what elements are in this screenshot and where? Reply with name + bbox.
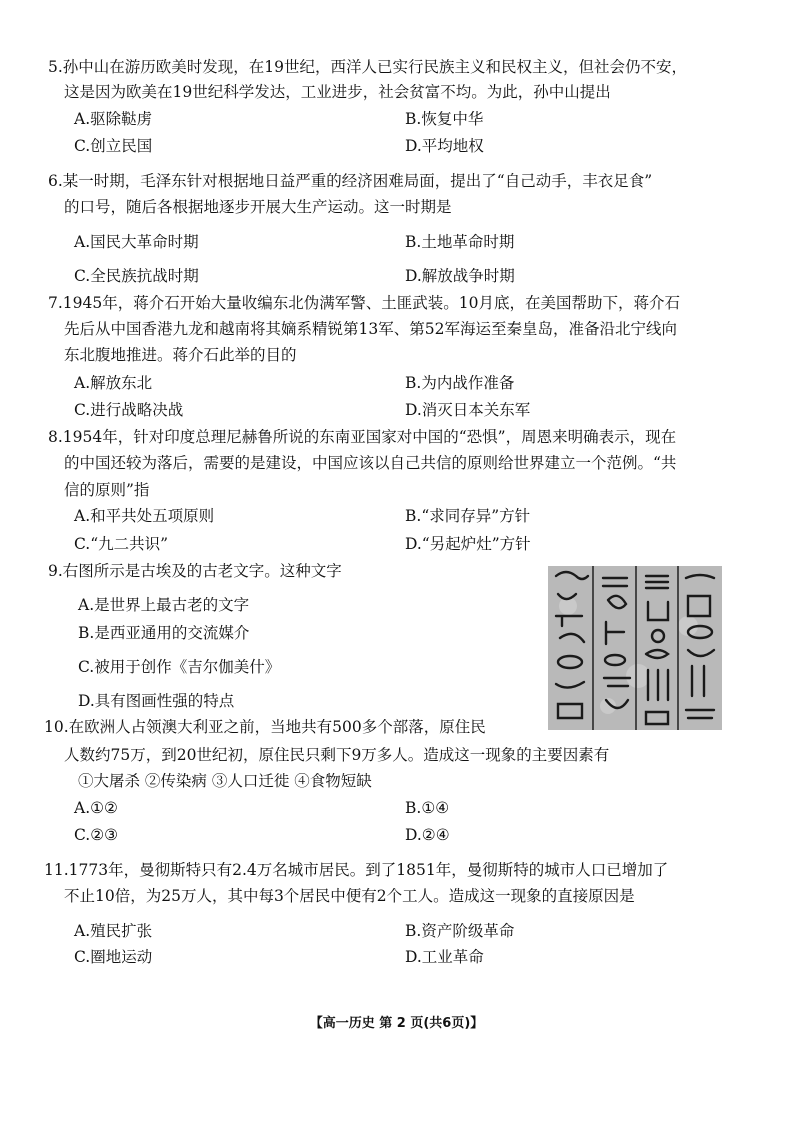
q9-option-c[interactable]: C.被用于创作《吉尔伽美什》	[78, 658, 281, 676]
q8-stem-2: 的中国还较为落后，需要的是建设，中国应该以自己共信的原则给世界建立一个范例。“共	[64, 454, 677, 472]
q8-option-d[interactable]: D.“另起炉灶”方针	[405, 535, 531, 553]
q5-stem-1: 5.孙中山在游历欧美时发现，在19世纪，西洋人已实行民族主义和民权主义，但社会仍不安，	[48, 58, 688, 76]
q10-option-b[interactable]: B.①④	[405, 799, 450, 817]
q8-option-b[interactable]: B.“求同存异”方针	[405, 507, 531, 525]
q7-option-b[interactable]: B.为内战作准备	[405, 374, 515, 392]
q10-option-d[interactable]: D.②④	[405, 826, 450, 844]
q9-option-b[interactable]: B.是西亚通用的交流媒介	[78, 624, 250, 642]
q11-option-b[interactable]: B.资产阶级革命	[405, 922, 515, 940]
q5-option-d[interactable]: D.平均地权	[405, 137, 484, 155]
q10-option-a[interactable]: A.①②	[74, 799, 118, 817]
q11-option-d[interactable]: D.工业革命	[405, 948, 484, 966]
egyptian-hieroglyph-image	[548, 566, 722, 730]
hieroglyph-illustration	[548, 566, 722, 730]
q6-option-a[interactable]: A.国民大革命时期	[74, 233, 199, 251]
q6-option-c[interactable]: C.全民族抗战时期	[74, 267, 199, 285]
q8-option-c[interactable]: C.“九二共识”	[74, 535, 169, 553]
q11-option-a[interactable]: A.殖民扩张	[74, 922, 153, 940]
q7-option-a[interactable]: A.解放东北	[74, 374, 153, 392]
page-footer: 【高一历史 第 2 页(共6页)】	[309, 1016, 484, 1031]
q6-stem-2: 的口号，随后各根据地逐步开展大生产运动。这一时期是	[64, 198, 452, 216]
q7-stem-2: 先后从中国香港九龙和越南将其嫡系精锐第13军、第52军海运至秦皇岛，准备沿北宁线向	[64, 320, 677, 338]
q5-stem-2: 这是因为欧美在19世纪科学发达，工业进步，社会贫富不均。为此，孙中山提出	[64, 83, 611, 101]
q9-stem-1: 9.右图所示是古埃及的古老文字。这种文字	[48, 562, 342, 580]
q11-stem-2: 不止10倍，为25万人，其中每3个居民中便有2个工人。造成这一现象的直接原因是	[64, 887, 635, 905]
q7-option-d[interactable]: D.消灭日本关东军	[405, 401, 531, 419]
q5-option-b[interactable]: B.恢复中华	[405, 110, 484, 128]
q8-stem-3: 信的原则”指	[64, 481, 150, 499]
q10-stem-2: 人数约75万，到20世纪初，原住民只剩下9万多人。造成这一现象的主要因素有	[64, 746, 610, 764]
q5-option-c[interactable]: C.创立民国	[74, 137, 153, 155]
q8-option-a[interactable]: A.和平共处五项原则	[74, 507, 215, 525]
q7-stem-3: 东北腹地推进。蒋介石此举的目的	[64, 346, 297, 364]
q6-option-d[interactable]: D.解放战争时期	[405, 267, 515, 285]
q8-stem-1: 8.1954年，针对印度总理尼赫鲁所说的东南亚国家对中国的“恐惧”，周恩来明确表示，现在	[48, 428, 677, 446]
q10-stem-3: ①大屠杀 ②传染病 ③人口迁徙 ④食物短缺	[78, 772, 372, 790]
q6-stem-1: 6.某一时期，毛泽东针对根据地日益严重的经济困难局面，提出了“自己动手，丰衣足食”	[48, 172, 653, 190]
q11-stem-1: 11.1773年，曼彻斯特只有2.4万名城市居民。到了1851年，曼彻斯特的城市人口已增加了	[44, 861, 669, 879]
q11-option-c[interactable]: C.圈地运动	[74, 948, 153, 966]
q5-option-a[interactable]: A.驱除鞑虏	[74, 110, 153, 128]
q10-option-c[interactable]: C.②③	[74, 826, 119, 844]
q7-option-c[interactable]: C.进行战略决战	[74, 401, 184, 419]
q10-stem-1: 10.在欧洲人占领澳大利亚之前，当地共有500多个部落，原住民	[44, 718, 486, 736]
q9-option-a[interactable]: A.是世界上最古老的文字	[78, 596, 250, 614]
q7-stem-1: 7.1945年，蒋介石开始大量收编东北伪满军警、土匪武装。10月底，在美国帮助下，蒋介石	[48, 294, 680, 312]
q6-option-b[interactable]: B.土地革命时期	[405, 233, 515, 251]
q9-option-d[interactable]: D.具有图画性强的特点	[78, 692, 235, 710]
